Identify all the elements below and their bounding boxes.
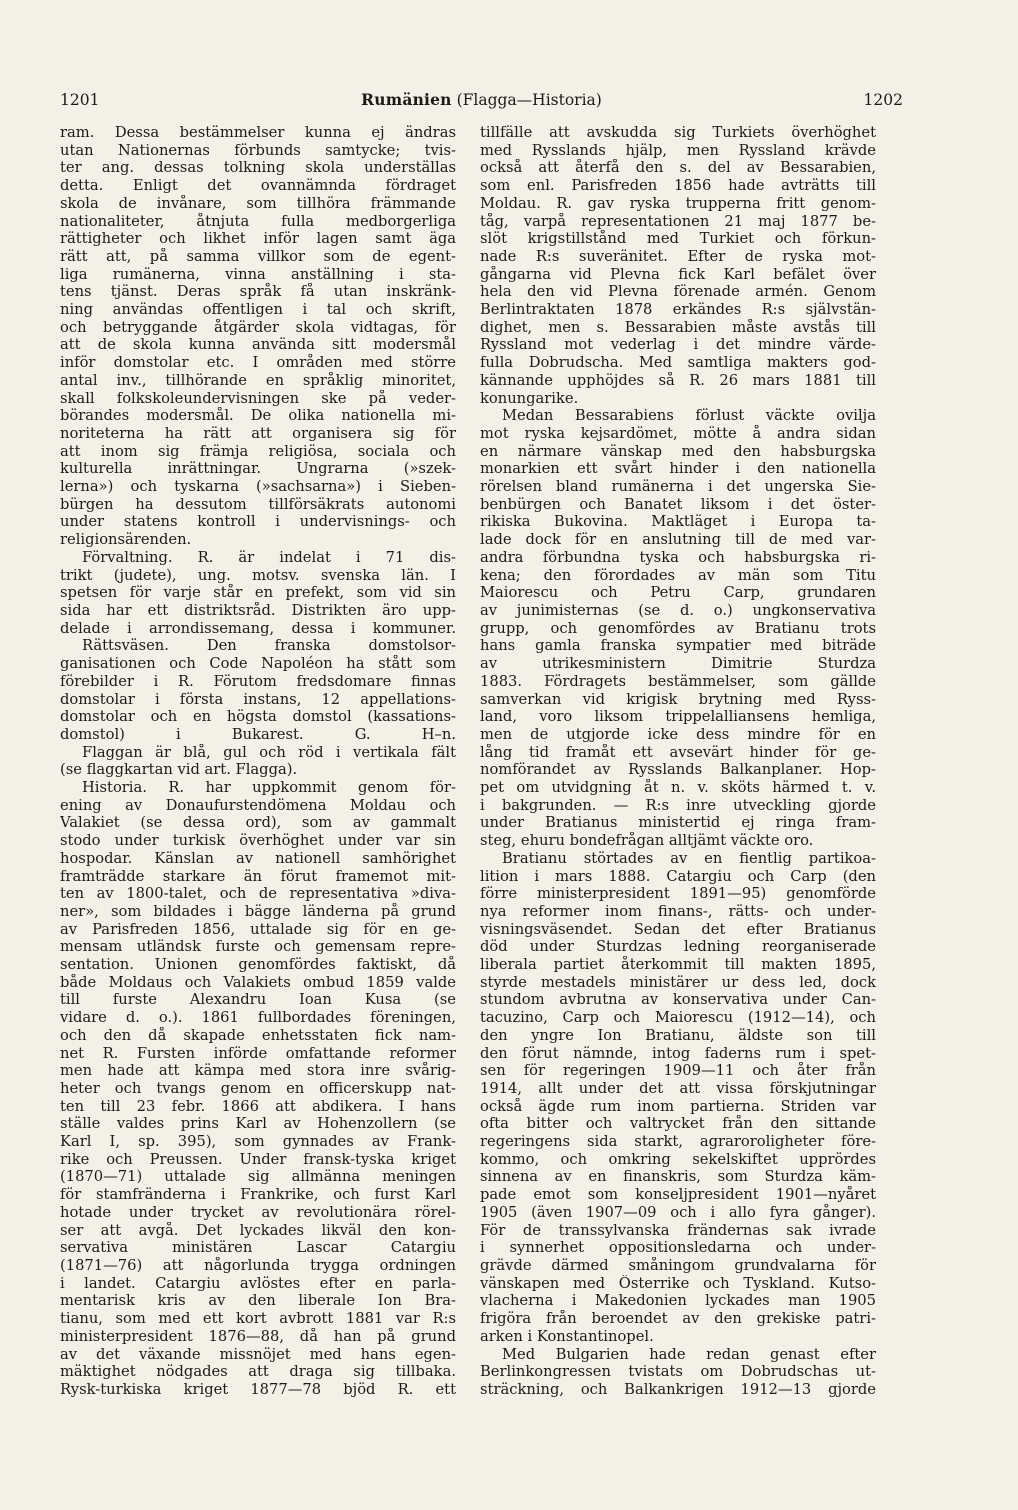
text-line: 1905 (även 1907—09 och i allo fyra gånger). bbox=[480, 1203, 876, 1221]
text-line: hotade under trycket av revolutionära rörel- bbox=[60, 1203, 456, 1221]
text-line: pet om utvidgning åt n. v. sköts härmed t. v. bbox=[480, 779, 876, 797]
text-line: 1914, allt under det att vissa förskjutningar bbox=[480, 1079, 876, 1097]
text-line: Med Bulgarien hade redan genast efter bbox=[502, 1345, 876, 1363]
text-line: både Moldaus och Valakiets ombud 1859 valde bbox=[60, 973, 456, 991]
text-line: grupp, och genomfördes av Bratianu trots bbox=[480, 619, 876, 637]
text-line: till furste Alexandru Ioan Kusa (se bbox=[60, 991, 456, 1009]
text-line: grävde därmed småningom grundvalarna för bbox=[480, 1257, 876, 1274]
text-line: kommo, och omkring sekelskiftet upprördes bbox=[480, 1150, 876, 1168]
text-line: samverkan vid krigisk brytning med Ryss- bbox=[480, 690, 876, 708]
text-line: pade emot som konseljpresident 1901—nyåret bbox=[480, 1186, 876, 1204]
text-line: mäktighet nödgades att draga sig tillbaka. bbox=[60, 1363, 456, 1381]
text-line: detta. Enligt det ovannämnda fördraget bbox=[60, 177, 456, 195]
text-line: Berlintraktaten 1878 erkändes R:s självstän- bbox=[480, 301, 876, 319]
text-line: börandes modersmål. De olika nationella mi- bbox=[60, 407, 456, 425]
text-line: sinnena av en finanskris, som Sturdza käm- bbox=[480, 1168, 876, 1186]
text-line: och den då skapade enhetsstaten fick nam- bbox=[60, 1026, 456, 1044]
text-line: rikiska Bukovina. Maktläget i Europa ta- bbox=[480, 513, 876, 531]
text-line: regeringens sida starkt, agraroroligheter före- bbox=[480, 1133, 876, 1151]
text-line: kena; den förordades av män som Titu bbox=[480, 566, 876, 584]
text-line: sträckning, och Balkankrigen 1912—13 gjorde bbox=[480, 1380, 876, 1398]
text-line: spetsen för varje står en prefekt, som vid sin bbox=[60, 584, 456, 602]
text-line: förre ministerpresident 1891—95) genomförde bbox=[480, 885, 876, 903]
text-line: skall folkskoleundervisningen ske på veder- bbox=[60, 389, 456, 407]
text-line: av junimisternas (se d. o.) ungkonservativa bbox=[480, 601, 876, 619]
text-line: ministerpresident 1876—88, då han på grund bbox=[60, 1327, 456, 1345]
text-line: vlacherna i Makedonien lyckades man 1905 bbox=[480, 1292, 876, 1310]
text-line: domstolar och en högsta domstol (kassations- bbox=[60, 708, 456, 726]
text-line: Moldau. R. gav ryska trupperna fritt genom- bbox=[480, 194, 876, 212]
text-line: rätt att, på samma villkor som de egent- bbox=[60, 247, 456, 265]
text-line: nya reformer inom finans-, rätts- och under- bbox=[480, 902, 876, 920]
text-line: lition i mars 1888. Catargiu och Carp (den bbox=[480, 867, 876, 885]
text-line: att de skola kunna använda sitt modersmål bbox=[60, 336, 456, 354]
text-line: Medan Bessarabiens förlust väckte ovilja bbox=[502, 407, 876, 425]
text-line: benbürgen och Banatet liksom i det öster- bbox=[480, 495, 876, 513]
text-line: dighet, men s. Bessarabien måste avstås till bbox=[480, 318, 876, 336]
text-line: religionsärenden. bbox=[60, 531, 192, 549]
text-line: att inom sig främja religiösa, sociala och bbox=[60, 442, 456, 460]
text-line: Karl I, sp. 395), som gynnades av Frank- bbox=[60, 1133, 456, 1151]
text-line: fulla Dobrudscha. Med samtliga makters god- bbox=[480, 354, 876, 372]
text-line: vidare d. o.). 1861 fullbordades föreningen, bbox=[60, 1009, 456, 1027]
text-line: av utrikesministern Dimitrie Sturdza bbox=[480, 655, 876, 673]
text-line: förebilder i R. Förutom fredsdomare finnas bbox=[60, 672, 456, 690]
text-line: den förut nämnde, intog faderns rum i spet- bbox=[480, 1044, 876, 1062]
text-line: rike och Preussen. Under fransk-tyska kriget bbox=[60, 1150, 456, 1168]
text-line: tens tjänst. Deras språk få utan inskränk- bbox=[60, 283, 456, 301]
text-line: lång tid framåt ett avsevärt hinder för ge- bbox=[480, 743, 876, 761]
text-line: domstol) i Bukarest. G. H–n. bbox=[60, 725, 456, 743]
text-line: död under Sturdzas ledning reorganiserade bbox=[480, 938, 876, 956]
text-line: ganisationen och Code Napoléon ha stått som bbox=[60, 655, 456, 673]
text-line: mot ryska kejsardömet, mötte å andra sidan bbox=[480, 424, 876, 442]
text-line: Historia. R. har uppkommit genom för- bbox=[82, 779, 456, 797]
page-header bbox=[60, 90, 903, 116]
text-line: nationaliteter, åtnjuta fulla medborgerliga bbox=[60, 212, 456, 230]
text-line: rörelsen bland rumänerna i det ungerska Sie- bbox=[480, 478, 876, 496]
text-line: ning användas offentligen i tal och skrift, bbox=[60, 301, 456, 319]
text-line: nade R:s suveränitet. Efter de ryska mot- bbox=[480, 247, 876, 265]
text-line: heter och tvangs genom en officerskupp nat- bbox=[60, 1079, 456, 1097]
text-line: styrde mestadels ministärer ur dess led, dock bbox=[480, 973, 876, 991]
text-line: gångarna vid Plevna fick Karl befälet över bbox=[480, 265, 876, 283]
text-line: bürgen ha dessutom tillförsäkrats autonomi bbox=[60, 495, 456, 513]
text-line: ter ang. dessas tolkning skola underställas bbox=[60, 159, 456, 177]
running-title-subtopic: (Flagga—Historia) bbox=[456, 91, 602, 109]
text-line: stundom avbrutna av konservativa under Can- bbox=[480, 991, 876, 1009]
text-line: hela den vid Plevna förenade armén. Genom bbox=[480, 283, 876, 301]
text-line: trikt (judete), ung. motsv. svenska län. I bbox=[60, 566, 456, 584]
text-line: andra förbundna tyska och habsburgska ri- bbox=[480, 548, 876, 566]
text-line: tåg, varpå representationen 21 maj 1877 be- bbox=[480, 212, 876, 230]
text-line: Bratianu störtades av en fientlig partikoa- bbox=[502, 849, 876, 867]
text-line: skola de invånare, som tillhöra främmande bbox=[60, 194, 456, 212]
text-line: antal inv., tillhörande en språklig minoritet, bbox=[60, 371, 456, 389]
text-line: tacuzino, Carp och Maiorescu (1912—14), och bbox=[480, 1009, 876, 1027]
text-line: och betryggande åtgärder skola vidtagas, för bbox=[60, 318, 456, 336]
text-line: (1871—76) att någorlunda trygga ordningen bbox=[60, 1257, 456, 1274]
text-line: ställe valdes prins Karl av Hohenzollern (se bbox=[60, 1115, 456, 1133]
text-line: inför domstolar etc. I områden med större bbox=[60, 354, 456, 372]
text-line: för stamfränderna i Frankrike, och furst Karl bbox=[60, 1186, 456, 1204]
text-line: nomförandet av Rysslands Balkanplaner. Hop- bbox=[480, 761, 876, 779]
text-line: med Rysslands hjälp, men Ryssland krävde bbox=[480, 141, 876, 159]
text-line: servativa ministären Lascar Catargiu bbox=[60, 1239, 456, 1257]
text-line: Flaggan är blå, gul och röd i vertikala fält bbox=[82, 743, 456, 761]
text-line: arken i Konstantinopel. bbox=[480, 1327, 654, 1345]
text-line: men hade att kämpa med stora inre svårig- bbox=[60, 1062, 456, 1080]
text-line: kulturella inrättningar. Ungrarna (»szek- bbox=[60, 460, 456, 478]
text-line: mensam utländsk furste och gemensam repre- bbox=[60, 938, 456, 956]
text-line: monarkien ett svårt hinder i den nationella bbox=[480, 460, 876, 478]
text-line: land, voro liksom trippelalliansens hemliga, bbox=[480, 708, 876, 726]
text-line: i landet. Catargiu avlöstes efter en parla- bbox=[60, 1274, 456, 1292]
text-line: steg, ehuru bondefrågan alltjämt väckte oro. bbox=[480, 832, 814, 850]
text-line: slöt krigstillstånd med Turkiet och förkun- bbox=[480, 230, 876, 248]
text-line: under statens kontroll i undervisnings- och bbox=[60, 513, 456, 531]
text-line: ten till 23 febr. 1866 att abdikera. I hans bbox=[60, 1097, 456, 1115]
text-line: konungarike. bbox=[480, 389, 579, 407]
text-line: under Bratianus ministertid ej ringa fram- bbox=[480, 814, 876, 832]
text-line: frigöra från beroendet av den grekiske patri- bbox=[480, 1310, 876, 1328]
text-line: lerna») och tyskarna (»sachsarna») i Sieben- bbox=[60, 478, 456, 496]
text-line: sida har ett distriktsråd. Distrikten äro upp- bbox=[60, 601, 456, 619]
text-line: av det växande missnöjet med hans egen- bbox=[60, 1345, 456, 1363]
text-line: Berlinkongressen tvistats om Dobrudschas ut- bbox=[480, 1363, 876, 1381]
text-line: liberala partiet återkommit till makten 1895, bbox=[480, 956, 876, 974]
text-line: sen för regeringen 1909—11 och åter från bbox=[480, 1062, 876, 1080]
text-line: den yngre Ion Bratianu, äldste son till bbox=[480, 1026, 876, 1044]
text-line: ser att avgå. Det lyckades likväl den kon- bbox=[60, 1221, 456, 1239]
text-line: kännande upphöjdes så R. 26 mars 1881 till bbox=[480, 371, 876, 389]
text-line: en närmare vänskap med den habsburgska bbox=[480, 442, 876, 460]
text-line: Valakiet (se dessa ord), som av gammalt bbox=[60, 814, 456, 832]
text-line: hans gamla franska sympatier med biträde bbox=[480, 637, 876, 655]
text-line: framträdde starkare än förut framemot mit- bbox=[60, 867, 456, 885]
right-page-number: 1202 bbox=[863, 91, 903, 109]
text-line: i synnerhet oppositionsledarna och under- bbox=[480, 1239, 876, 1257]
text-line: liga rumänerna, vinna anställning i sta- bbox=[60, 265, 456, 283]
text-line: hospodar. Känslan av nationell samhörighet bbox=[60, 849, 456, 867]
text-line: (se flaggkartan vid art. Flagga). bbox=[60, 761, 298, 779]
text-line: ram. Dessa bestämmelser kunna ej ändras bbox=[60, 124, 456, 141]
text-line: ening av Donaufurstendömena Moldau och bbox=[60, 796, 456, 814]
text-line: För de transsylvanska frändernas sak ivrade bbox=[480, 1221, 876, 1239]
text-line: i bakgrunden. — R:s inre utveckling gjorde bbox=[480, 796, 876, 814]
text-line: visningsväsendet. Sedan det efter Bratianus bbox=[480, 920, 876, 938]
text-line: Rättsväsen. Den franska domstolsor- bbox=[82, 637, 456, 655]
text-line: av Parisfreden 1856, uttalade sig för en ge- bbox=[60, 920, 456, 938]
text-line: rättigheter och likhet inför lagen samt äga bbox=[60, 230, 456, 248]
left-page-number: 1201 bbox=[60, 91, 100, 109]
running-title-topic: Rumänien bbox=[361, 90, 452, 109]
text-line: 1883. Fördragets bestämmelser, som gällde bbox=[480, 672, 876, 690]
running-title bbox=[361, 90, 602, 109]
text-line: också att återfå den s. del av Bessarabien, bbox=[480, 159, 876, 177]
left-column bbox=[60, 124, 456, 1404]
text-line: stodo under turkisk överhöghet under var sin bbox=[60, 832, 456, 850]
text-line: noriteterna ha rätt att organisera sig för bbox=[60, 424, 456, 442]
text-line: (1870—71) uttalade sig allmänna meningen bbox=[60, 1168, 456, 1186]
text-line: tianu, som med ett kort avbrott 1881 var R:s bbox=[60, 1310, 456, 1328]
text-line: ofta bitter och valtrycket från den sittande bbox=[480, 1115, 876, 1133]
text-line: också ägde rum inom partierna. Striden var bbox=[480, 1097, 876, 1115]
text-line: tillfälle att avskudda sig Turkiets överhöghet bbox=[480, 124, 876, 141]
text-line: Rysk-turkiska kriget 1877—78 bjöd R. ett bbox=[60, 1380, 456, 1398]
text-line: sentation. Unionen genomfördes faktiskt, då bbox=[60, 956, 456, 974]
text-line: Maiorescu och Petru Carp, grundaren bbox=[480, 584, 876, 602]
text-line: delade i arrondissemang, dessa i kommuner. bbox=[60, 619, 456, 637]
right-column bbox=[480, 124, 876, 1404]
text-line: vänskapen med Österrike och Tyskland. Kutso- bbox=[480, 1274, 876, 1292]
text-line: lade dock för en anslutning till de med var- bbox=[480, 531, 876, 549]
text-line: domstolar i första instans, 12 appellations- bbox=[60, 690, 456, 708]
text-line: ner», som bildades i bägge länderna på grund bbox=[60, 902, 456, 920]
text-line: utan Nationernas förbunds samtycke; tvis- bbox=[60, 141, 456, 159]
text-line: Ryssland mot vederlag i det mindre värde- bbox=[480, 336, 876, 354]
text-line: net R. Fursten införde omfattande reformer bbox=[60, 1044, 456, 1062]
text-line: Förvaltning. R. är indelat i 71 dis- bbox=[82, 548, 456, 566]
text-line: men de utgjorde icke dess mindre för en bbox=[480, 725, 876, 743]
text-line: som enl. Parisfreden 1856 hade avträtts till bbox=[480, 177, 876, 195]
text-line: mentarisk kris av den liberale Ion Bra- bbox=[60, 1292, 456, 1310]
text-line: ten av 1800-talet, och de representativa »diva- bbox=[60, 885, 456, 903]
